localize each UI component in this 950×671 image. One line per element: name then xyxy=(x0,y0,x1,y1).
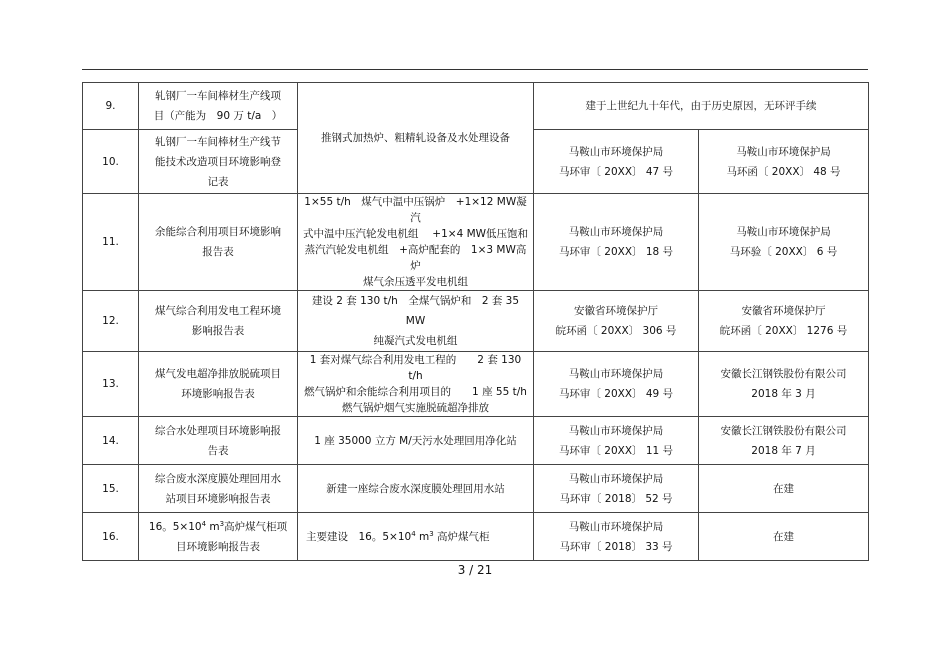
acceptance: 安徽省环境保护厅 皖环函〔 20XX〕 1276 号 xyxy=(699,291,869,352)
superscript: 4 xyxy=(201,519,207,528)
project-content: 1 套对煤气综合利用发电工程的 2 套 130 t/h 燃气锅炉和余能综合利用项目的 1 座 55 t/h 燃气锅炉烟气实施脱硫超净排放 xyxy=(298,352,534,417)
project-name-part: 目环境影响报告表 xyxy=(176,540,260,553)
eia-approval: 马鞍山市环境保护局 马环审〔 20XX〕 47 号 xyxy=(534,130,699,194)
project-name-part: 16。5×10 xyxy=(148,520,202,533)
acceptance: 在建 xyxy=(699,513,869,561)
project-name: 煤气综合利用发电工程环境 影响报告表 xyxy=(139,291,298,352)
row-number: 16. xyxy=(83,513,139,561)
approval-note: 建于上世纪九十年代，由于历史原因，无环评手续 xyxy=(534,83,869,130)
table-row xyxy=(83,513,869,561)
table-row xyxy=(83,465,869,513)
row-number: 13. xyxy=(83,352,139,417)
acceptance: 马鞍山市环境保护局 马环验〔 20XX〕 6 号 xyxy=(699,194,869,291)
eia-approval: 马鞍山市环境保护局 马环审〔 2018〕 33 号 xyxy=(534,513,699,561)
content-part: 高炉煤气柜 xyxy=(433,530,490,543)
project-name: 轧钢厂一车间棒材生产线节 能技术改造项目环境影响登 记表 xyxy=(139,130,298,194)
acceptance: 安徽长江钢铁股份有限公司 2018 年 3 月 xyxy=(699,352,869,417)
eia-approval: 马鞍山市环境保护局 马环审〔 20XX〕 49 号 xyxy=(534,352,699,417)
acceptance: 马鞍山市环境保护局 马环函〔 20XX〕 48 号 xyxy=(699,130,869,194)
row-number: 14. xyxy=(83,417,139,465)
project-content: 1×55 t/h 煤气中温中压锅炉 +1×12 MW凝汽 式中温中压汽轮发电机组 +1×4 MW低压饱和 蒸汽汽轮发电机组 +高炉配套的 1×3 MW高炉 煤气余压透平发电机组 xyxy=(298,194,534,291)
project-table xyxy=(82,82,869,561)
table-row xyxy=(83,291,869,352)
table-row xyxy=(83,83,869,130)
project-name: 轧钢厂一车间棒材生产线项 目（产能为 90 万 t/a ） xyxy=(139,83,298,130)
row-number: 10. xyxy=(83,130,139,194)
project-name-part: 高炉煤气柜项 xyxy=(224,520,288,533)
content-part: m xyxy=(415,530,430,543)
project-content: 1 座 35000 立方 M/天污水处理回用净化站 xyxy=(298,417,534,465)
superscript: 4 xyxy=(411,529,416,538)
table-row xyxy=(83,417,869,465)
eia-approval: 马鞍山市环境保护局 马环审〔 2018〕 52 号 xyxy=(534,465,699,513)
project-content xyxy=(298,513,534,561)
project-name: 综合水处理项目环境影响报 告表 xyxy=(139,417,298,465)
eia-approval: 马鞍山市环境保护局 马环审〔 20XX〕 18 号 xyxy=(534,194,699,291)
project-name-part: m xyxy=(206,520,220,533)
table-row xyxy=(83,194,869,291)
acceptance: 在建 xyxy=(699,465,869,513)
superscript: 3 xyxy=(429,529,434,538)
project-content: 推钢式加热炉、粗精轧设备及水处理设备 xyxy=(298,83,534,194)
eia-approval: 马鞍山市环境保护局 马环审〔 20XX〕 11 号 xyxy=(534,417,699,465)
project-name xyxy=(139,513,298,561)
project-name: 煤气发电超净排放脱硫项目 环境影响报告表 xyxy=(139,352,298,417)
superscript: 3 xyxy=(219,519,225,528)
project-content: 建设 2 套 130 t/h 全煤气锅炉和 2 套 35 MW 纯凝汽式发电机组 xyxy=(298,291,534,352)
content-part: 主要建设 16。5×10 xyxy=(306,530,412,543)
project-content: 新建一座综合废水深度膜处理回用水站 xyxy=(298,465,534,513)
row-number: 9. xyxy=(83,83,139,130)
eia-approval: 安徽省环境保护厅 皖环函〔 20XX〕 306 号 xyxy=(534,291,699,352)
header-rule xyxy=(82,69,868,70)
table-row xyxy=(83,352,869,417)
project-name: 余能综合利用项目环境影响 报告表 xyxy=(139,194,298,291)
row-number: 12. xyxy=(83,291,139,352)
page-number: 3 / 21 xyxy=(457,563,493,577)
acceptance: 安徽长江钢铁股份有限公司 2018 年 7 月 xyxy=(699,417,869,465)
row-number: 11. xyxy=(83,194,139,291)
row-number: 15. xyxy=(83,465,139,513)
project-name: 综合废水深度膜处理回用水 站项目环境影响报告表 xyxy=(139,465,298,513)
